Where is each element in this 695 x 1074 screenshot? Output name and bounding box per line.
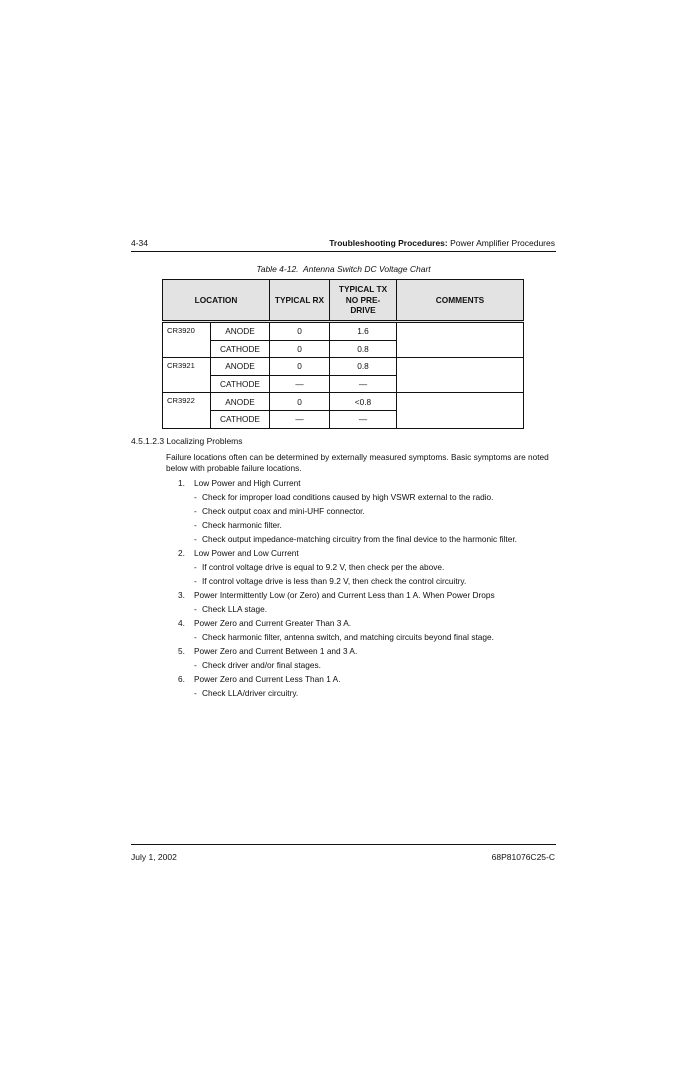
section-heading: 4.5.1.2.3 Localizing Problems bbox=[131, 436, 243, 446]
location-cell: CR3922 bbox=[163, 393, 211, 428]
rx-cell: 0 bbox=[270, 358, 330, 376]
column-header-typical-rx: TYPICAL RX bbox=[270, 280, 330, 322]
list-item-number: 6. bbox=[178, 674, 185, 684]
pin-cell: ANODE bbox=[211, 358, 270, 376]
tx-cell: — bbox=[330, 410, 397, 428]
column-header-location: LOCATION bbox=[163, 280, 270, 322]
section-intro: Failure locations often can be determined by externally measured symptoms. Basic symptoms are noted below with probable failure locations. bbox=[166, 452, 549, 473]
antenna-switch-voltage-table bbox=[162, 279, 524, 429]
footer-rule bbox=[131, 844, 556, 845]
comments-cell bbox=[397, 322, 524, 358]
table-row bbox=[163, 322, 524, 341]
tx-cell: 1.6 bbox=[330, 322, 397, 341]
table-row bbox=[163, 393, 524, 411]
footer-doc-number: 68P81076C25-C bbox=[491, 852, 555, 862]
location-cell: CR3920 bbox=[163, 322, 211, 358]
tx-cell: <0.8 bbox=[330, 393, 397, 411]
table-header-row bbox=[163, 280, 524, 322]
list-item-number: 5. bbox=[178, 646, 185, 656]
list-item-title: Low Power and Low Current bbox=[194, 548, 299, 558]
list-item-title: Low Power and High Current bbox=[194, 478, 301, 488]
rx-cell: 0 bbox=[270, 340, 330, 358]
list-item-number: 1. bbox=[178, 478, 185, 488]
pin-cell: ANODE bbox=[211, 322, 270, 341]
table-caption: Table 4-12. Antenna Switch DC Voltage Chart bbox=[256, 264, 431, 274]
running-header bbox=[329, 238, 555, 248]
pin-cell: CATHODE bbox=[211, 375, 270, 393]
tx-cell: 0.8 bbox=[330, 358, 397, 376]
list-item-title: Power Zero and Current Between 1 and 3 A. bbox=[194, 646, 358, 656]
footer-date: July 1, 2002 bbox=[131, 852, 177, 862]
comments-cell bbox=[397, 358, 524, 393]
rx-cell: — bbox=[270, 375, 330, 393]
pin-cell: CATHODE bbox=[211, 410, 270, 428]
table-row bbox=[163, 358, 524, 376]
header-rule bbox=[131, 251, 556, 252]
column-header-typical-tx bbox=[330, 280, 397, 322]
running-header-section: Troubleshooting Procedures: bbox=[329, 238, 448, 248]
column-header-comments: COMMENTS bbox=[397, 280, 524, 322]
pin-cell: ANODE bbox=[211, 393, 270, 411]
tx-cell: 0.8 bbox=[330, 340, 397, 358]
comments-cell bbox=[397, 393, 524, 428]
list-item-number: 4. bbox=[178, 618, 185, 628]
rx-cell: 0 bbox=[270, 322, 330, 341]
tx-cell: — bbox=[330, 375, 397, 393]
list-item-title: Power Zero and Current Less Than 1 A. bbox=[194, 674, 341, 684]
list-item-title: Power Intermittently Low (or Zero) and Current Less than 1 A. When Power Drops bbox=[194, 590, 495, 600]
rx-cell: — bbox=[270, 410, 330, 428]
list-item-number: 2. bbox=[178, 548, 185, 558]
pin-cell: CATHODE bbox=[211, 340, 270, 358]
list-item-title: Power Zero and Current Greater Than 3 A. bbox=[194, 618, 352, 628]
page-number: 4-34 bbox=[131, 238, 149, 248]
running-header-subsection: Power Amplifier Procedures bbox=[447, 238, 555, 248]
column-header-typical-tx-label: TYPICAL TX NO PRE-DRIVE bbox=[338, 284, 388, 316]
list-item-number: 3. bbox=[178, 590, 185, 600]
rx-cell: 0 bbox=[270, 393, 330, 411]
location-cell: CR3921 bbox=[163, 358, 211, 393]
